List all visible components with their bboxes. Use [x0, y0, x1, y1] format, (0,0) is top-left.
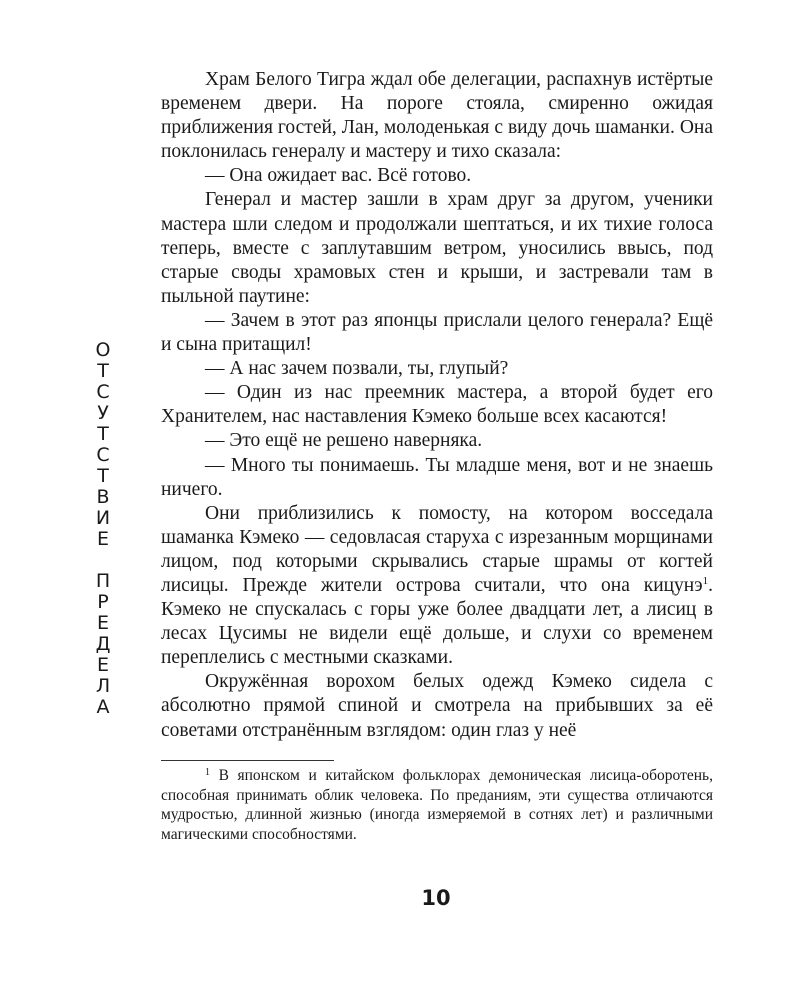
footnote-marker: 1: [205, 767, 210, 778]
paragraph: — Один из нас преемник мастера, а второй будет его Хранителем, нас наставления Кэмеко больше всех касаются!: [161, 382, 713, 428]
running-title-letter: Е: [96, 654, 109, 676]
body-text: [161, 68, 713, 743]
running-title-letter: Т: [97, 360, 109, 382]
paragraph: — Это ещё не решено наверняка.: [205, 430, 483, 452]
running-title-letter: С: [96, 381, 110, 403]
paragraph: — Зачем в этот раз японцы прислали целого генерала? Ещё и сына притащил!: [161, 309, 713, 356]
running-title-letter: И: [95, 507, 111, 529]
running-title-letter: Е: [96, 612, 109, 634]
running-title-letter: А: [96, 696, 110, 718]
running-title-letter: П: [95, 570, 111, 592]
footnote: [161, 766, 713, 844]
footnote-divider: [161, 760, 334, 761]
running-title-letter: Д: [95, 633, 111, 655]
footnote-reference[interactable]: 1: [702, 574, 709, 587]
running-title-letter: Е: [96, 528, 109, 550]
running-title-letter: Л: [95, 675, 111, 697]
running-title-letter: С: [96, 444, 110, 466]
running-title-letter: Т: [97, 465, 109, 487]
paragraph: — А нас зачем позвали, ты, глупый?: [205, 358, 509, 380]
paragraph: Храм Белого Тигра ждал обе делегации, распахнув истёртые временем двери. На пороге стояла, смиренно ожидая приближения гостей, Лан, молоденькая с виду дочь шаманки. Она поклонилась генералу и мастеру и тихо сказала:: [161, 69, 713, 163]
paragraph: [161, 502, 713, 671]
running-title-letter: В: [96, 486, 110, 508]
paragraph: — Она ожидает вас. Всё готово.: [205, 165, 472, 187]
paragraph: — Много ты понимаешь. Ты младше меня, вот и не знаешь ничего.: [161, 454, 713, 500]
page-number: 10: [421, 886, 451, 910]
running-title-letter: У: [97, 402, 109, 424]
paragraph: Окружённая ворохом белых одежд Кэмеко сидела с абсолютно прямой спиной и смотрела на прибывших за её советами отстранённым взглядом: один глаз у неё: [161, 671, 713, 741]
running-title: [90, 340, 116, 718]
paragraph-text: Они приблизились к помосту, на котором восседала шаманка Кэмеко — седовласая старуха с изрезанным морщинами лицом, под которыми скрывались старые шрамы от когтей лисицы. Прежде жители острова считали, что она кицунэ: [161, 502, 713, 596]
running-title-letter: Т: [97, 423, 109, 445]
running-title-letter: Р: [97, 591, 109, 613]
running-title-letter: О: [95, 339, 111, 361]
paragraph: Генерал и мастер зашли в храм друг за другом, ученики мастера шли следом и продолжали шептаться, и их тихие голоса теперь, вместе с заплутавшим ветром, уносились ввысь, под старые своды храмовых стен и крыши, и застревали там в пыльной паутине:: [161, 189, 713, 307]
paragraph-text: . Кэмеко не спускалась с горы уже более двадцати лет, а лисиц в лесах Цусимы не видели ещё дольше, и слухи со временем переплелись с местными сказками.: [161, 574, 713, 669]
footnote-text: В японском и китайском фольклорах демоническая лисица-оборотень, способная принимать облик человека. По преданиям, эти существа отличаются мудростью, длинной жизнью (иногда измеряемой в сотнях лет) и различными магическими способностями.: [161, 767, 713, 843]
